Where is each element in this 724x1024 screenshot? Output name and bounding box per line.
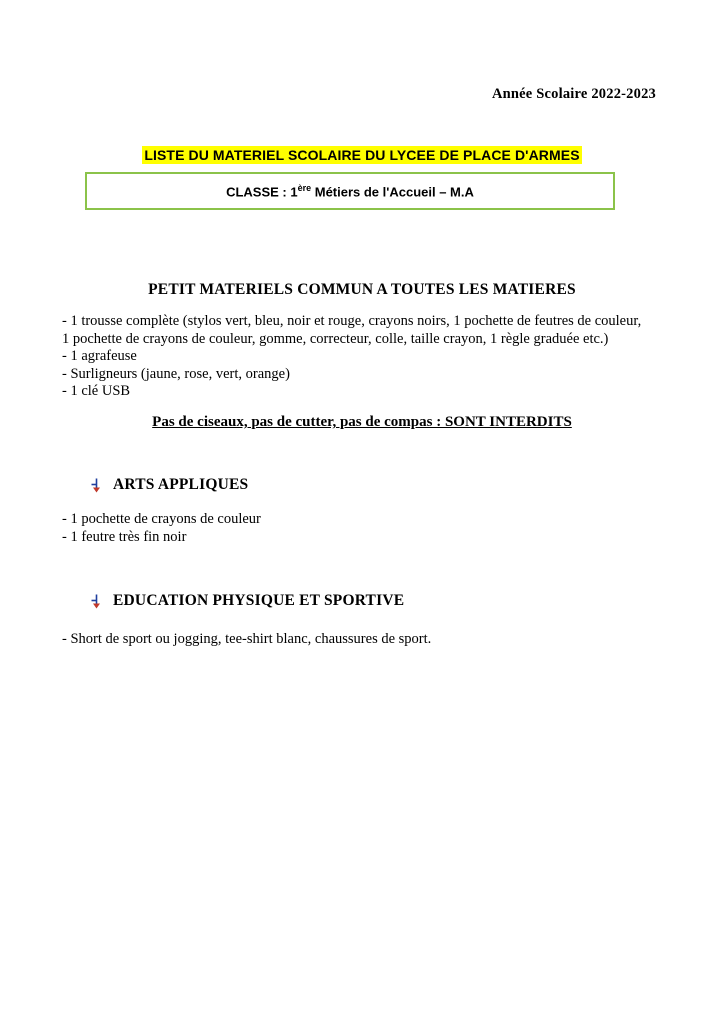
section-education-physique-et-sportive bbox=[62, 592, 682, 649]
document-title bbox=[0, 146, 724, 165]
section-title: EDUCATION PHYSIQUE ET SPORTIVE bbox=[113, 592, 405, 609]
list-item: 1 pochette de crayons de couleur, gomme, correcteur, colle, taille crayon, 1 règle graduée etc.) bbox=[62, 330, 609, 347]
class-box-text bbox=[226, 183, 474, 199]
section-arts-appliques bbox=[62, 476, 682, 546]
document-title-highlighted: LISTE DU MATERIEL SCOLAIRE DU LYCEE DE PLACE D'ARMES bbox=[144, 147, 580, 163]
arrow-bullet-icon bbox=[90, 594, 103, 609]
school-year-label: Année Scolaire 2022-2023 bbox=[491, 86, 656, 102]
section-title: ARTS APPLIQUES bbox=[113, 476, 249, 493]
list-item: - Short de sport ou jogging, tee-shirt blanc, chaussures de sport. bbox=[62, 631, 432, 647]
list-item: - 1 trousse complète (stylos vert, bleu, noir et rouge, crayons noirs, 1 pochette de feutres de couleur, bbox=[62, 313, 642, 329]
section-header bbox=[62, 592, 682, 610]
list-item: - Surligneurs (jaune, rose, vert, orange) bbox=[62, 365, 290, 382]
common-material-heading: PETIT MATERIELS COMMUN A TOUTES LES MATIERES bbox=[148, 281, 576, 298]
list-item: - 1 clé USB bbox=[62, 383, 131, 399]
interdiction-notice bbox=[0, 414, 724, 431]
class-superscript: ère bbox=[297, 182, 312, 193]
class-box bbox=[85, 172, 615, 210]
arrow-bullet-icon bbox=[90, 478, 103, 493]
section-header bbox=[62, 476, 682, 494]
section-items bbox=[62, 511, 682, 546]
section-items bbox=[62, 631, 682, 649]
list-item: - 1 feutre très fin noir bbox=[62, 528, 187, 545]
list-item: - 1 pochette de crayons de couleur bbox=[62, 511, 261, 527]
class-suffix: Métiers de l'Accueil – M.A bbox=[311, 184, 474, 200]
class-prefix: CLASSE : 1 bbox=[226, 184, 298, 200]
list-item: - 1 agrafeuse bbox=[62, 348, 137, 364]
interdiction-text: Pas de ciseaux, pas de cutter, pas de compas : SONT INTERDITS bbox=[152, 414, 572, 430]
common-material-list bbox=[62, 313, 662, 401]
